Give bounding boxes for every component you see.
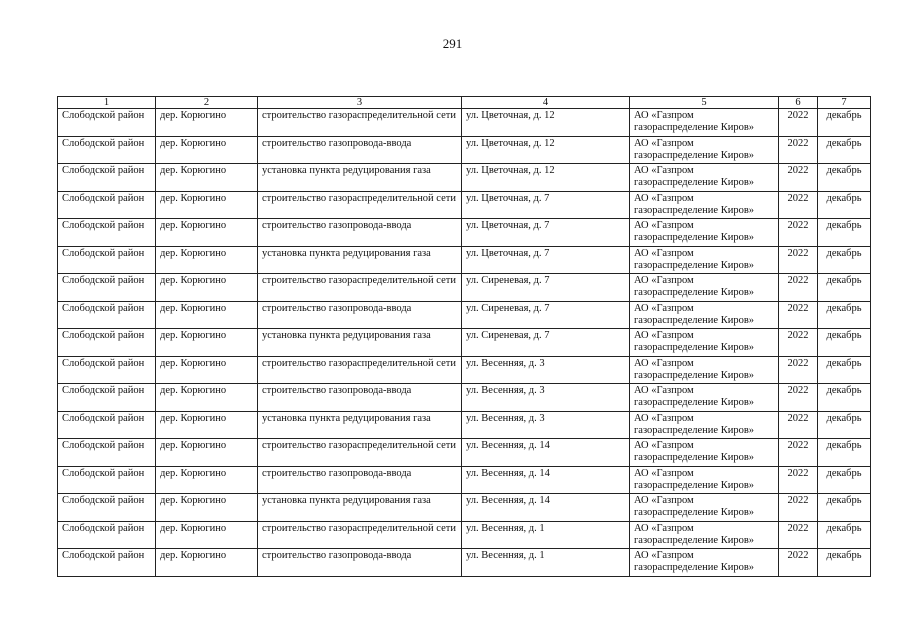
district-cell: Слободской район bbox=[58, 219, 156, 247]
work-type-cell: строительство газопровода-ввода bbox=[258, 136, 462, 164]
year-cell: 2022 bbox=[779, 246, 818, 274]
column-header: 3 bbox=[258, 97, 462, 109]
year-cell: 2022 bbox=[779, 301, 818, 329]
work-type-cell: строительство газопровода-ввода bbox=[258, 219, 462, 247]
district-cell: Слободской район bbox=[58, 329, 156, 357]
settlement-cell: дер. Корюгино bbox=[156, 301, 258, 329]
organization-cell: АО «Газпром газораспределение Киров» bbox=[630, 301, 779, 329]
table-row bbox=[58, 439, 871, 467]
column-header: 7 bbox=[818, 97, 871, 109]
work-type-cell: строительство газораспределительной сети bbox=[258, 439, 462, 467]
year-cell: 2022 bbox=[779, 164, 818, 192]
district-cell: Слободской район bbox=[58, 274, 156, 302]
work-type-cell: строительство газопровода-ввода bbox=[258, 549, 462, 577]
settlement-cell: дер. Корюгино bbox=[156, 219, 258, 247]
table-row bbox=[58, 246, 871, 274]
district-cell: Слободской район bbox=[58, 246, 156, 274]
year-cell: 2022 bbox=[779, 136, 818, 164]
address-cell: ул. Весенняя, д. 1 bbox=[462, 549, 630, 577]
work-type-cell: установка пункта редуцирования газа bbox=[258, 494, 462, 522]
district-cell: Слободской район bbox=[58, 521, 156, 549]
settlement-cell: дер. Корюгино bbox=[156, 549, 258, 577]
header-row bbox=[58, 97, 871, 109]
address-cell: ул. Цветочная, д. 12 bbox=[462, 164, 630, 192]
district-cell: Слободской район bbox=[58, 411, 156, 439]
settlement-cell: дер. Корюгино bbox=[156, 466, 258, 494]
district-cell: Слободской район bbox=[58, 494, 156, 522]
year-cell: 2022 bbox=[779, 329, 818, 357]
work-type-cell: установка пункта редуцирования газа bbox=[258, 164, 462, 192]
organization-cell: АО «Газпром газораспределение Киров» bbox=[630, 136, 779, 164]
table-row bbox=[58, 329, 871, 357]
table-row bbox=[58, 164, 871, 192]
month-cell: декабрь bbox=[818, 164, 871, 192]
organization-cell: АО «Газпром газораспределение Киров» bbox=[630, 219, 779, 247]
month-cell: декабрь bbox=[818, 329, 871, 357]
table-row bbox=[58, 301, 871, 329]
address-cell: ул. Весенняя, д. 14 bbox=[462, 494, 630, 522]
month-cell: декабрь bbox=[818, 109, 871, 137]
district-cell: Слободской район bbox=[58, 301, 156, 329]
address-cell: ул. Весенняя, д. 1 bbox=[462, 521, 630, 549]
address-cell: ул. Весенняя, д. 3 bbox=[462, 384, 630, 412]
year-cell: 2022 bbox=[779, 439, 818, 467]
organization-cell: АО «Газпром газораспределение Киров» bbox=[630, 384, 779, 412]
work-type-cell: строительство газопровода-ввода bbox=[258, 301, 462, 329]
column-header: 1 bbox=[58, 97, 156, 109]
organization-cell: АО «Газпром газораспределение Киров» bbox=[630, 356, 779, 384]
table-row bbox=[58, 219, 871, 247]
address-cell: ул. Весенняя, д. 14 bbox=[462, 466, 630, 494]
district-cell: Слободской район bbox=[58, 356, 156, 384]
organization-cell: АО «Газпром газораспределение Киров» bbox=[630, 274, 779, 302]
settlement-cell: дер. Корюгино bbox=[156, 164, 258, 192]
address-cell: ул. Цветочная, д. 7 bbox=[462, 191, 630, 219]
column-header: 6 bbox=[779, 97, 818, 109]
district-cell: Слободской район bbox=[58, 136, 156, 164]
settlement-cell: дер. Корюгино bbox=[156, 246, 258, 274]
month-cell: декабрь bbox=[818, 521, 871, 549]
work-type-cell: установка пункта редуцирования газа bbox=[258, 329, 462, 357]
settlement-cell: дер. Корюгино bbox=[156, 356, 258, 384]
work-type-cell: установка пункта редуцирования газа bbox=[258, 411, 462, 439]
table-row bbox=[58, 109, 871, 137]
month-cell: декабрь bbox=[818, 439, 871, 467]
table-row bbox=[58, 136, 871, 164]
organization-cell: АО «Газпром газораспределение Киров» bbox=[630, 246, 779, 274]
table-row bbox=[58, 274, 871, 302]
district-cell: Слободской район bbox=[58, 164, 156, 192]
address-cell: ул. Весенняя, д. 3 bbox=[462, 411, 630, 439]
district-cell: Слободской район bbox=[58, 439, 156, 467]
table-row bbox=[58, 411, 871, 439]
work-type-cell: строительство газопровода-ввода bbox=[258, 466, 462, 494]
year-cell: 2022 bbox=[779, 521, 818, 549]
month-cell: декабрь bbox=[818, 274, 871, 302]
month-cell: декабрь bbox=[818, 356, 871, 384]
month-cell: декабрь bbox=[818, 384, 871, 412]
year-cell: 2022 bbox=[779, 219, 818, 247]
settlement-cell: дер. Корюгино bbox=[156, 411, 258, 439]
page-number: 291 bbox=[442, 36, 463, 51]
settlement-cell: дер. Корюгино bbox=[156, 494, 258, 522]
work-type-cell: строительство газораспределительной сети bbox=[258, 109, 462, 137]
gasification-table bbox=[57, 96, 871, 577]
table-row bbox=[58, 466, 871, 494]
year-cell: 2022 bbox=[779, 466, 818, 494]
address-cell: ул. Цветочная, д. 12 bbox=[462, 109, 630, 137]
district-cell: Слободской район bbox=[58, 466, 156, 494]
settlement-cell: дер. Корюгино bbox=[156, 384, 258, 412]
work-type-cell: строительство газопровода-ввода bbox=[258, 384, 462, 412]
table-row bbox=[58, 549, 871, 577]
address-cell: ул. Сиреневая, д. 7 bbox=[462, 329, 630, 357]
year-cell: 2022 bbox=[779, 411, 818, 439]
organization-cell: АО «Газпром газораспределение Киров» bbox=[630, 164, 779, 192]
table-row bbox=[58, 494, 871, 522]
organization-cell: АО «Газпром газораспределение Киров» bbox=[630, 191, 779, 219]
month-cell: декабрь bbox=[818, 191, 871, 219]
address-cell: ул. Весенняя, д. 3 bbox=[462, 356, 630, 384]
table-row bbox=[58, 384, 871, 412]
work-type-cell: установка пункта редуцирования газа bbox=[258, 246, 462, 274]
year-cell: 2022 bbox=[779, 494, 818, 522]
address-cell: ул. Весенняя, д. 14 bbox=[462, 439, 630, 467]
month-cell: декабрь bbox=[818, 301, 871, 329]
settlement-cell: дер. Корюгино bbox=[156, 109, 258, 137]
work-type-cell: строительство газораспределительной сети bbox=[258, 191, 462, 219]
table-row bbox=[58, 191, 871, 219]
district-cell: Слободской район bbox=[58, 549, 156, 577]
organization-cell: АО «Газпром газораспределение Киров» bbox=[630, 329, 779, 357]
month-cell: декабрь bbox=[818, 411, 871, 439]
table-row bbox=[58, 521, 871, 549]
organization-cell: АО «Газпром газораспределение Киров» bbox=[630, 439, 779, 467]
address-cell: ул. Сиреневая, д. 7 bbox=[462, 274, 630, 302]
column-header: 4 bbox=[462, 97, 630, 109]
organization-cell: АО «Газпром газораспределение Киров» bbox=[630, 411, 779, 439]
organization-cell: АО «Газпром газораспределение Киров» bbox=[630, 494, 779, 522]
column-header: 2 bbox=[156, 97, 258, 109]
settlement-cell: дер. Корюгино bbox=[156, 136, 258, 164]
work-type-cell: строительство газораспределительной сети bbox=[258, 274, 462, 302]
address-cell: ул. Цветочная, д. 12 bbox=[462, 136, 630, 164]
work-type-cell: строительство газораспределительной сети bbox=[258, 356, 462, 384]
table-body bbox=[58, 109, 871, 577]
month-cell: декабрь bbox=[818, 549, 871, 577]
district-cell: Слободской район bbox=[58, 384, 156, 412]
organization-cell: АО «Газпром газораспределение Киров» bbox=[630, 521, 779, 549]
organization-cell: АО «Газпром газораспределение Киров» bbox=[630, 466, 779, 494]
organization-cell: АО «Газпром газораспределение Киров» bbox=[630, 109, 779, 137]
month-cell: декабрь bbox=[818, 136, 871, 164]
month-cell: декабрь bbox=[818, 494, 871, 522]
settlement-cell: дер. Корюгино bbox=[156, 274, 258, 302]
month-cell: декабрь bbox=[818, 246, 871, 274]
settlement-cell: дер. Корюгино bbox=[156, 329, 258, 357]
settlement-cell: дер. Корюгино bbox=[156, 191, 258, 219]
year-cell: 2022 bbox=[779, 384, 818, 412]
work-type-cell: строительство газораспределительной сети bbox=[258, 521, 462, 549]
year-cell: 2022 bbox=[779, 109, 818, 137]
table-row bbox=[58, 356, 871, 384]
year-cell: 2022 bbox=[779, 549, 818, 577]
year-cell: 2022 bbox=[779, 274, 818, 302]
month-cell: декабрь bbox=[818, 466, 871, 494]
month-cell: декабрь bbox=[818, 219, 871, 247]
district-cell: Слободской район bbox=[58, 109, 156, 137]
column-header: 5 bbox=[630, 97, 779, 109]
organization-cell: АО «Газпром газораспределение Киров» bbox=[630, 549, 779, 577]
year-cell: 2022 bbox=[779, 356, 818, 384]
address-cell: ул. Цветочная, д. 7 bbox=[462, 219, 630, 247]
year-cell: 2022 bbox=[779, 191, 818, 219]
address-cell: ул. Цветочная, д. 7 bbox=[462, 246, 630, 274]
address-cell: ул. Сиреневая, д. 7 bbox=[462, 301, 630, 329]
district-cell: Слободской район bbox=[58, 191, 156, 219]
settlement-cell: дер. Корюгино bbox=[156, 521, 258, 549]
settlement-cell: дер. Корюгино bbox=[156, 439, 258, 467]
